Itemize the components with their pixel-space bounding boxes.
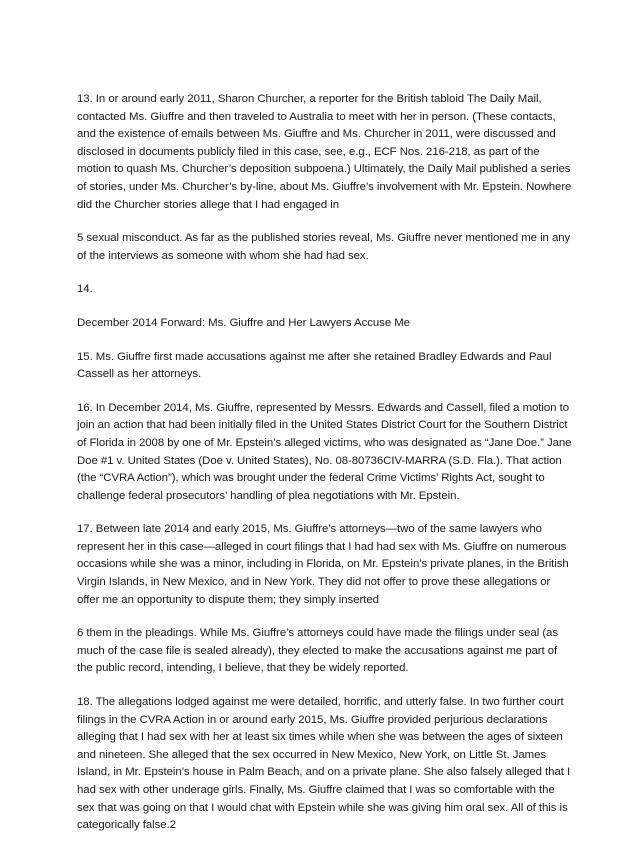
section-heading: December 2014 Forward: Ms. Giuffre and Her Lawyers Accuse Me — [77, 316, 410, 329]
paragraph-17: 17. Between late 2014 and early 2015, Ms. Giuffre’s attorneys—two of the same lawyers who represent her in this case—alleged in court filings that I had had sex with Ms. Giuffre on numerous occasions while she was a minor, including in Florida, on Mr. Epstein’s private planes, in the British Virgin Islands, in New Mexico, and in New York. They did not offer to prove these allegations or offer me an opportunity to dispute them; they simply inserted — [77, 523, 569, 606]
paragraph-14-number: 14. — [77, 283, 93, 296]
document-body — [77, 91, 573, 851]
paragraph-15: 15. Ms. Giuffre first made accusations against me after she retained Bradley Edwards and Paul Cassell as her attorneys. — [77, 350, 552, 381]
paragraph-13: 13. In or around early 2011, Sharon Churcher, a reporter for the British tabloid The Daily Mail, contacted Ms. Giuffre and then traveled to Australia to meet with her in person. (These contacts, and the existence of emails between Ms. Giuffre and Ms. Churcher in 2011, were discussed and disclosed in documents publicly filed in this case, see, e.g., ECF Nos. 216-218, as part of the motion to quash Ms. Churcher’s deposition subpoena.) Ultimately, the Daily Mail published a series of stories, under Ms. Churcher’s by-line, about Ms. Giuffre’s involvement with Mr. Epstein. Nowhere did the Churcher stories allege that I had engaged in — [77, 93, 572, 211]
paragraph-16: 16. In December 2014, Ms. Giuffre, represented by Messrs. Edwards and Cassell, filed a motion to join an action that had been initially filed in the United States District Court for the Southern District of Florida in 2008 by one of Mr. Epstein’s alleged victims, who was designated as “Jane Doe.” Jane Doe #1 v. United States (Doe v. United States), No. 08-80736CIV-MARRA (S.D. Fla.). That action (the “CVRA Action”), which was brought under the federal Crime Victims’ Rights Act, sought to challenge federal prosecutors’ handling of plea negotiations with Mr. Epstein. — [77, 401, 572, 502]
paragraph-page5-continuation: 5 sexual misconduct. As far as the published stories reveal, Ms. Giuffre never mentioned me in any of the interviews as someone with whom she had had sex. — [77, 232, 571, 262]
paragraph-page6-continuation: 6 them in the pleadings. While Ms. Giuffre’s attorneys could have made the filings under seal (as much of the case file is sealed already), they elected to make the accusations against me part of the public record, intending, I believe, that they be widely reported. — [77, 627, 558, 675]
paragraph-18: 18. The allegations lodged against me were detailed, horrific, and utterly false. In two further court filings in the CVRA Action in or around early 2015, Ms. Giuffre provided perjurious declarations alleging that I had sex with her at least six times while when she was between the ages of sixteen and nineteen. She alleged that the sex occurred in New Mexico, New York, on Little St. James Island, in Mr. Epstein’s house in Palm Beach, and on a private plane. She also falsely alleged that I had sex with other underage girls. Finally, Ms. Giuffre claimed that I was so comfortable with the sex that was going on that I would chat with Epstein while she was giving him oral sex. All of this is categorically false.2 — [77, 696, 571, 832]
